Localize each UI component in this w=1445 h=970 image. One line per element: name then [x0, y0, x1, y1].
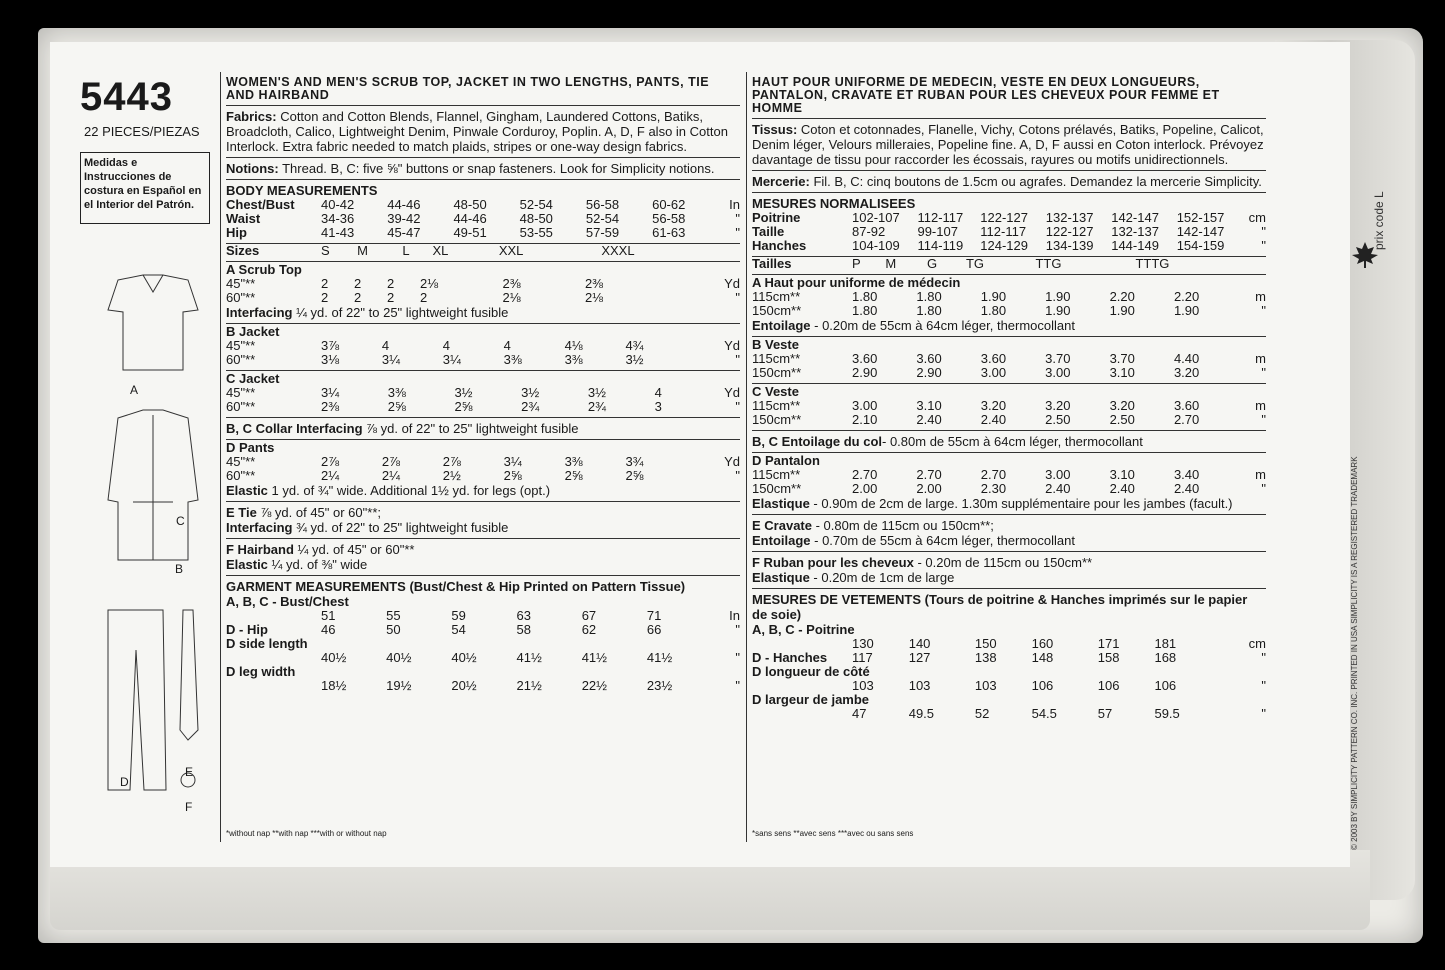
vue-b-metrage: 115cm** 3.60 3.60 3.60 3.70 3.70 4.40 m 150cm** 2.90 2.90 3.00 3.00 3.10 3.20 " — [752, 351, 1266, 380]
vue-a-entoilage: Entoilage - 0.20m de 55cm à 64cm léger, thermocollant — [752, 318, 1075, 333]
view-f-hairband: F Hairband ¼ yd. of 45" or 60"** — [226, 542, 415, 557]
view-b-yardage: 45"** 3⅞ 4 4 4 4⅛ 4¾ Yd 60"** 3⅛ 3¼ 3¼ 3⅜ 3⅜ 3½ " — [226, 338, 740, 367]
bust-label: A, B, C - Bust/Chest — [226, 594, 349, 609]
view-label-e: E — [185, 765, 194, 779]
view-a-interfacing: Interfacing ¼ yd. of 22" to 25" lightweight fusible — [226, 305, 509, 320]
notions: Notions: Thread. B, C: five ⅝" buttons or snap fasteners. Look for Simplicity notions. — [226, 161, 715, 176]
vue-a-heading: A Haut pour uniforme de médecin — [752, 275, 961, 290]
price-code: prix code L — [1372, 191, 1386, 250]
tissus: Tissus: Coton et cotonnades, Flanelle, Vichy, Cotons prélavés, Batiks, Popeline, Calicot, Denim léger, Velours milleraies, Popeline fine. A, D, F aussi en Coton interlock. Prévoyez davantage de tissu pour raccorder les écossais, rayures ou motifs unidirectionnels. — [752, 122, 1264, 167]
tailles-row: Tailles P M G TG TTG TTTG — [752, 256, 1170, 271]
view-c-heading: C Jacket — [226, 371, 280, 386]
view-e-interfacing: Interfacing ¾ yd. of 22" to 25" lightweight fusible — [226, 520, 509, 535]
copyright-stamp: © 2003 BY SIMPLICITY PATTERN CO. INC. PRINTED IN USA SIMPLICITY IS A REGISTERED TRADEMARK — [1350, 456, 1359, 850]
vue-c-heading: C Veste — [752, 384, 799, 399]
view-d-heading: D Pants — [226, 440, 275, 455]
column-divider — [746, 72, 747, 842]
vue-f-ruban: F Ruban pour les cheveux - 0.20m de 115cm ou 150cm** — [752, 555, 1093, 570]
collar-interfacing: B, C Collar Interfacing ⅞ yd. of 22" to 25" lightweight fusible — [226, 421, 579, 436]
mercerie: Mercerie: Fil. B, C: cinq boutons de 1.5cm ou agrafes. Demandez la mercerie Simplicity. — [752, 174, 1262, 189]
vue-b-heading: B Veste — [752, 337, 799, 352]
spanish-note: Medidas e Instrucciones de costura en Español en el Interior del Patrón. — [80, 152, 210, 224]
maple-leaf-icon — [1350, 240, 1380, 270]
mesures-vetements-heading: MESURES DE VETEMENTS (Tours de poitrine & Hanches imprimés sur le papier de soie) — [752, 592, 1248, 622]
jacket-sketch — [108, 410, 198, 560]
pieces-count: 22 PIECES/PIEZAS — [84, 124, 200, 139]
view-label-c: C — [176, 514, 185, 528]
body-measurements-table: Chest/Bust 40-42 44-46 48-50 52-54 56-58 60-62 In Waist 34-36 39-42 44-46 48-50 52-54 56-58 " Hip 41-43 45-47 49-51 53-55 57-59 61-63 " — [226, 197, 740, 240]
vue-e-entoilage: Entoilage - 0.70m de 55cm à 64cm léger, thermocollant — [752, 533, 1075, 548]
mesures-heading: MESURES NORMALISEES — [752, 196, 916, 211]
french-footnote: *sans sens **avec sens ***avec ou sans sens — [752, 829, 914, 838]
sizes-row: Sizes S M L XL XXL XXXL — [226, 243, 635, 258]
view-label-a: A — [130, 383, 139, 397]
french-column — [752, 76, 1266, 721]
vue-e-cravate: E Cravate - 0.80m de 115cm ou 150cm**; — [752, 518, 994, 533]
view-f-elastic: Elastic ¼ yd. of ⅜" wide — [226, 557, 368, 572]
scrub-top-sketch — [108, 275, 198, 370]
view-label-b: B — [175, 562, 184, 576]
poitrine-label: A, B, C - Poitrine — [752, 622, 855, 637]
vue-d-elastique: Elastique - 0.90m de 2cm de large. 1.30m supplémentaire pour les jambes (facult.) — [752, 496, 1233, 511]
view-b-heading: B Jacket — [226, 324, 280, 339]
french-title: HAUT POUR UNIFORME DE MEDECIN, VESTE EN DEUX LONGUEURS, PANTALON, CRAVATE ET RUBAN POUR LES CHEVEUX POUR FEMME ET HOMME — [752, 75, 1220, 115]
vue-a-metrage: 115cm** 1.80 1.80 1.90 1.90 2.20 2.20 m 150cm** 1.80 1.80 1.80 1.90 1.90 1.90 " — [752, 289, 1266, 318]
fabrics: Fabrics: Cotton and Cotton Blends, Flannel, Gingham, Laundered Cottons, Batiks, Broadcloth, Calico, Lightweight Denim, Pinwale Corduroy, Poplin. A, D, F also in Cotton Interlock. Extra fabric needed to match plaids, stripes or one-way design fabrics. — [226, 109, 728, 154]
view-a-yardage: 45"** 2 2 2 2⅛ 2⅜ 2⅜ Yd 60"** 2 2 2 2 2⅛ 2⅛ " — [226, 276, 740, 305]
garment-illustrations — [88, 270, 218, 830]
garment-measurements-table: 51 55 59 63 67 71 In D - Hip 46 50 54 58 62 66 " D side length 40½ 40½ 40½ 41½ 41½ 41½ " D leg width 18½ 19½ 20½ 21½ 22½ 23½ " — [226, 608, 740, 693]
english-title: WOMEN'S AND MEN'S SCRUB TOP, JACKET IN TWO LENGTHS, PANTS, TIE AND HAIRBAND — [226, 75, 710, 102]
view-label-f: F — [185, 800, 193, 814]
tie-sketch — [180, 610, 198, 740]
vue-f-elastique: Elastique - 0.20m de 1cm de large — [752, 570, 955, 585]
english-column — [226, 76, 740, 693]
view-c-yardage: 45"** 3¼ 3⅜ 3½ 3½ 3½ 4 Yd 60"** 2⅜ 2⅝ 2⅝ 2¾ 2¾ 3 " — [226, 385, 740, 414]
view-a-heading: A Scrub Top — [226, 262, 302, 277]
vue-d-heading: D Pantalon — [752, 453, 820, 468]
column-divider — [220, 72, 221, 842]
entoilage-col: B, C Entoilage du col- 0.80m de 55cm à 64cm léger, thermocollant — [752, 434, 1143, 449]
pants-sketch — [108, 610, 166, 790]
vue-c-metrage: 115cm** 3.00 3.10 3.20 3.20 3.20 3.60 m 150cm** 2.10 2.40 2.40 2.50 2.50 2.70 " — [752, 398, 1266, 427]
body-measurements-heading: BODY MEASUREMENTS — [226, 183, 378, 198]
view-d-elastic: Elastic 1 yd. of ¾" wide. Additional 1½ yd. for legs (opt.) — [226, 483, 551, 498]
mesures-vetements-table: 130 140 150 160 171 181 cm D - Hanches 117 127 138 148 158 168 " D longueur de côté 103 103 103 106 106 106 " D largeur de jambe 47 49.5 52 54.5 57 59.5 " — [752, 636, 1266, 721]
english-footnote: *without nap **with nap ***with or without nap — [226, 829, 387, 838]
view-e-tie: E Tie ⅞ yd. of 45" or 60"**; — [226, 505, 381, 520]
pattern-number: 5443 — [80, 75, 173, 119]
garment-measurements-heading: GARMENT MEASUREMENTS (Bust/Chest & Hip Printed on Pattern Tissue) — [226, 579, 686, 594]
mesures-table: Poitrine 102-107 112-117 122-127 132-137 142-147 152-157 cm Taille 87-92 99-107 112-117 122-127 132-137 142-147 " Hanches 104-109 114-119 124-129 134-139 144-149 154-159 " — [752, 210, 1266, 253]
view-label-d: D — [120, 775, 129, 789]
vue-d-metrage: 115cm** 2.70 2.70 2.70 3.00 3.10 3.40 m 150cm** 2.00 2.00 2.30 2.40 2.40 2.40 " — [752, 467, 1266, 496]
view-d-yardage: 45"** 2⅞ 2⅞ 2⅞ 3¼ 3⅜ 3¾ Yd 60"** 2¼ 2¼ 2½ 2⅝ 2⅝ 2⅝ " — [226, 454, 740, 483]
